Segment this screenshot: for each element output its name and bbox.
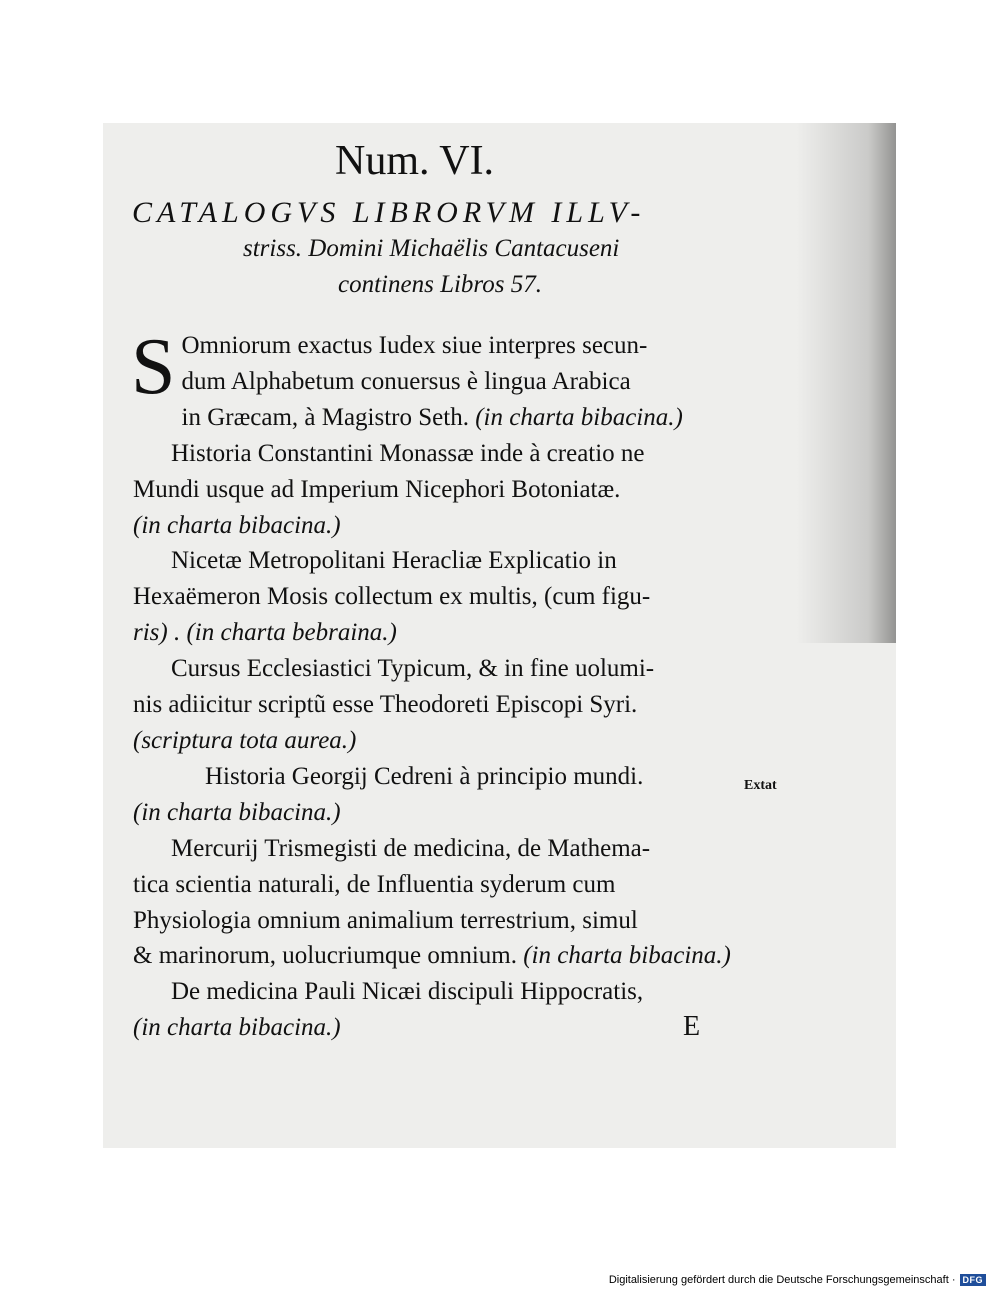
catalog-entry-3 [133,543,743,651]
entry-line: Nicetæ Metropolitani Heracliæ Explicatio in [171,547,617,575]
entry-line: Physiologia omnium animalium terrestrium, simul [133,906,638,934]
entry-line: Historia Georgij Cedreni à principio mundi. [205,762,644,790]
entry-line: Hexaëmeron Mosis collectum ex multis, (cum figu- [133,583,651,611]
catalog-subtitle-line2: continens Libros 57. [338,271,542,298]
entry-note: (in charta bibacina.) [475,403,683,431]
entry-line: nis adiicitur scriptũ esse Theodoreti Episcopi Syri. [133,691,638,719]
catalog-subtitle-line1: striss. Domini Michaëlis Cantacuseni [243,235,620,262]
entry-line: & marinorum, uolucriumque omnium. [133,942,517,970]
entry-line: Omniorum exactus Iudex siue interpres secun- [181,332,648,359]
catalog-entry-1 [131,323,743,436]
entry-line: Mundi usque ad Imperium Nicephori Botoniatæ. [133,475,621,503]
footer-credit [609,1274,986,1286]
catalog-entry-2 [133,436,743,544]
entry-line: tica scientia naturali, de Influentia syderum cum [133,870,616,898]
signature-mark: E [683,1011,701,1042]
catalog-entry-4 [133,651,743,759]
margin-note-extat: Extat [744,778,777,793]
catalog-entries [131,323,743,1046]
catalog-title: CATALOGVS LIBRORVM ILLV- [132,196,646,229]
entry-line: Historia Constantini Monassæ inde à creatio ne [171,439,645,467]
page-title: Num. VI. [335,138,495,184]
catalog-entry-5 [133,759,743,831]
footer-credit-text: Digitalisierung gefördert durch die Deutsche Forschungsgemeinschaft · [608,1274,956,1286]
catalog-entry-6 [133,831,743,975]
catalog-entry-7 [133,974,743,1046]
entry-note: (in charta bibacina.) [133,1014,341,1042]
entry-line: in Græcam, à Magistro Seth. [181,403,469,431]
drop-cap: S [131,323,176,411]
entry-line: dum Alphabetum conuersus è lingua Arabica [181,367,631,395]
entry-line: ris) . [133,619,181,647]
page-shadow [796,123,896,643]
entry-note: (scriptura tota aurea.) [133,726,357,754]
entry-note: (in charta bebraina.) [186,619,397,647]
dfg-logo: DFG [960,1274,987,1286]
entry-line: Mercurij Trismegisti de medicina, de Mathema- [171,834,651,862]
entry-line: Cursus Ecclesiastici Typicum, & in fine uolumi- [171,655,655,683]
entry-line: De medicina Pauli Nicæi discipuli Hippocratis, [171,978,644,1006]
entry-note: (in charta bibacina.) [523,942,731,970]
entry-note: (in charta bibacina.) [133,798,341,826]
entry-note: (in charta bibacina.) [133,511,341,539]
